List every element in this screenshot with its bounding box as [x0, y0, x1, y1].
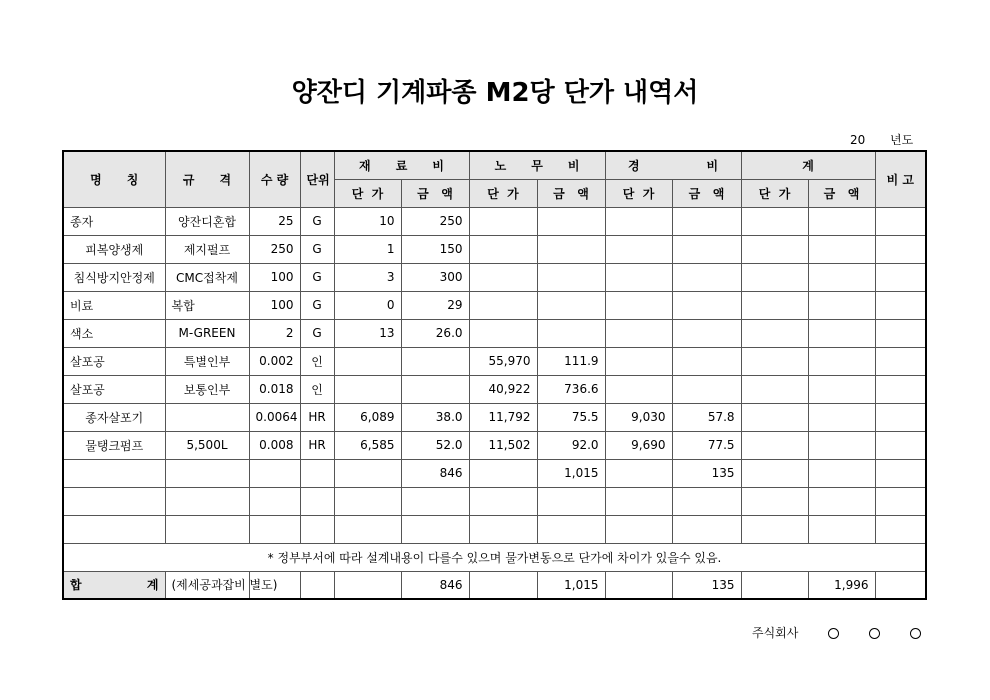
cell-labor-unit-price — [469, 291, 537, 319]
table-body — [63, 207, 926, 543]
cell-spec: 특별인부 — [165, 347, 249, 375]
cell-labor-amount: 1,015 — [537, 459, 605, 487]
table-row — [63, 347, 926, 375]
cell-total-amount — [808, 375, 875, 403]
cell-remark — [875, 403, 926, 431]
company-signature — [752, 624, 921, 641]
cell-total-unit-price — [741, 515, 808, 543]
cell-total-amount — [808, 235, 875, 263]
cell-remark — [875, 515, 926, 543]
header-expense: 경 비 — [605, 151, 741, 179]
header-unit: 단위 — [300, 151, 334, 207]
total-total-unit-price — [741, 571, 808, 599]
cell-remark — [875, 319, 926, 347]
cell-material-unit-price — [334, 375, 401, 403]
header-total-unit-price: 단 가 — [741, 179, 808, 207]
cell-total-amount — [808, 263, 875, 291]
cell-name: 비료 — [63, 291, 165, 319]
cell-unit: 인 — [300, 347, 334, 375]
cell-total-unit-price — [741, 235, 808, 263]
cell-expense-amount — [672, 319, 741, 347]
header-material: 재 료 비 — [334, 151, 469, 179]
cell-expense-unit-price — [605, 235, 672, 263]
header-labor: 노 무 비 — [469, 151, 605, 179]
cell-expense-unit-price — [605, 347, 672, 375]
cell-total-amount — [808, 431, 875, 459]
header-expense-unit-price: 단 가 — [605, 179, 672, 207]
cell-labor-unit-price — [469, 459, 537, 487]
cell-expense-amount: 135 — [672, 459, 741, 487]
cell-name — [63, 515, 165, 543]
cell-material-unit-price: 10 — [334, 207, 401, 235]
cell-expense-unit-price — [605, 515, 672, 543]
cell-labor-unit-price: 40,922 — [469, 375, 537, 403]
cell-labor-unit-price — [469, 515, 537, 543]
cell-name — [63, 487, 165, 515]
total-expense-amount: 135 — [672, 571, 741, 599]
total-total-amount: 1,996 — [808, 571, 875, 599]
cell-spec: 제지펄프 — [165, 235, 249, 263]
cell-expense-amount — [672, 235, 741, 263]
cell-labor-amount: 92.0 — [537, 431, 605, 459]
cell-unit: G — [300, 291, 334, 319]
cell-expense-unit-price — [605, 291, 672, 319]
cell-unit: G — [300, 263, 334, 291]
company-label: 주식회사 — [752, 626, 799, 640]
cell-total-amount — [808, 487, 875, 515]
cell-total-unit-price — [741, 347, 808, 375]
header-total-amount: 금 액 — [808, 179, 875, 207]
cell-remark — [875, 207, 926, 235]
cell-labor-unit-price — [469, 263, 537, 291]
cell-qty — [249, 487, 300, 515]
cell-expense-amount — [672, 263, 741, 291]
table-row — [63, 235, 926, 263]
cell-spec: 5,500L — [165, 431, 249, 459]
cell-labor-amount: 111.9 — [537, 347, 605, 375]
cell-unit: G — [300, 207, 334, 235]
cell-expense-amount — [672, 347, 741, 375]
cell-unit: HR — [300, 403, 334, 431]
cell-remark — [875, 263, 926, 291]
total-spec: (제세공과잡비 별도) — [165, 571, 249, 599]
cell-labor-unit-price: 11,502 — [469, 431, 537, 459]
cell-labor-amount — [537, 515, 605, 543]
cell-name: 침식방지안정제 — [63, 263, 165, 291]
cell-labor-amount: 75.5 — [537, 403, 605, 431]
cell-unit — [300, 487, 334, 515]
cell-name: 색소 — [63, 319, 165, 347]
cell-total-amount — [808, 207, 875, 235]
cell-material-unit-price: 3 — [334, 263, 401, 291]
total-row — [63, 571, 926, 599]
cell-name — [63, 459, 165, 487]
cell-unit: 인 — [300, 375, 334, 403]
total-labor-amount: 1,015 — [537, 571, 605, 599]
cell-name: 피복양생제 — [63, 235, 165, 263]
cell-material-unit-price: 6,585 — [334, 431, 401, 459]
table-footer — [63, 543, 926, 599]
table-row — [63, 487, 926, 515]
total-remark — [875, 571, 926, 599]
circle-mark-2 — [869, 628, 880, 639]
cell-spec: 복합 — [165, 291, 249, 319]
circle-mark-3 — [910, 628, 921, 639]
total-label: 합 계 — [63, 571, 165, 599]
cell-qty: 100 — [249, 291, 300, 319]
document-title: 양잔디 기계파종 M2당 단가 내역서 — [291, 78, 699, 108]
table-row — [63, 291, 926, 319]
cell-labor-unit-price — [469, 487, 537, 515]
cell-remark — [875, 459, 926, 487]
cell-expense-amount: 77.5 — [672, 431, 741, 459]
header-spec: 규 격 — [165, 151, 249, 207]
header-material-unit-price: 단 가 — [334, 179, 401, 207]
cell-total-amount — [808, 459, 875, 487]
cell-expense-unit-price — [605, 487, 672, 515]
cell-expense-unit-price — [605, 319, 672, 347]
cell-material-unit-price: 6,089 — [334, 403, 401, 431]
cell-total-amount — [808, 347, 875, 375]
cell-material-amount: 29 — [401, 291, 469, 319]
circle-mark-1 — [828, 628, 839, 639]
cell-labor-unit-price: 55,970 — [469, 347, 537, 375]
cell-material-amount — [401, 487, 469, 515]
cell-total-unit-price — [741, 263, 808, 291]
cell-qty: 100 — [249, 263, 300, 291]
cell-labor-amount — [537, 263, 605, 291]
cell-expense-unit-price — [605, 263, 672, 291]
total-labor-unit-price — [469, 571, 537, 599]
header-labor-amount: 금 액 — [537, 179, 605, 207]
cell-spec: 보통인부 — [165, 375, 249, 403]
table-row — [63, 375, 926, 403]
table-row — [63, 207, 926, 235]
header-total: 계 — [741, 151, 875, 179]
total-material-unit-price — [334, 571, 401, 599]
cell-unit — [300, 515, 334, 543]
cell-material-amount: 38.0 — [401, 403, 469, 431]
cell-qty: 25 — [249, 207, 300, 235]
cell-material-unit-price: 1 — [334, 235, 401, 263]
year-suffix: 년도 — [890, 133, 914, 147]
cell-labor-unit-price — [469, 319, 537, 347]
cell-remark — [875, 487, 926, 515]
cell-material-unit-price — [334, 347, 401, 375]
cell-expense-amount — [672, 487, 741, 515]
cell-qty — [249, 459, 300, 487]
header-labor-unit-price: 단 가 — [469, 179, 537, 207]
cell-name: 종자살포기 — [63, 403, 165, 431]
cell-total-unit-price — [741, 487, 808, 515]
cell-expense-amount — [672, 291, 741, 319]
cell-material-amount: 150 — [401, 235, 469, 263]
cell-material-amount: 26.0 — [401, 319, 469, 347]
header-material-amount: 금 액 — [401, 179, 469, 207]
cell-spec — [165, 459, 249, 487]
cell-material-amount — [401, 375, 469, 403]
table-row — [63, 319, 926, 347]
cell-remark — [875, 347, 926, 375]
cell-spec — [165, 403, 249, 431]
cell-material-unit-price: 13 — [334, 319, 401, 347]
cell-expense-unit-price — [605, 375, 672, 403]
cell-unit — [300, 459, 334, 487]
cell-material-amount: 250 — [401, 207, 469, 235]
cell-total-unit-price — [741, 459, 808, 487]
table-row — [63, 263, 926, 291]
cell-remark — [875, 235, 926, 263]
cell-material-unit-price: 0 — [334, 291, 401, 319]
header-qty: 수 량 — [249, 151, 300, 207]
cell-material-amount — [401, 347, 469, 375]
cell-material-amount — [401, 515, 469, 543]
table-row — [63, 403, 926, 431]
cell-expense-unit-price: 9,690 — [605, 431, 672, 459]
cell-total-unit-price — [741, 431, 808, 459]
header-expense-amount: 금 액 — [672, 179, 741, 207]
unit-price-table — [62, 150, 927, 600]
cell-qty: 2 — [249, 319, 300, 347]
cell-expense-amount — [672, 207, 741, 235]
cell-spec — [165, 515, 249, 543]
cell-qty: 0.018 — [249, 375, 300, 403]
cell-material-amount: 300 — [401, 263, 469, 291]
cell-qty: 0.0064 — [249, 403, 300, 431]
cell-labor-amount — [537, 319, 605, 347]
cell-qty: 0.002 — [249, 347, 300, 375]
cell-expense-unit-price: 9,030 — [605, 403, 672, 431]
year-number: 20 — [850, 133, 866, 147]
cell-qty: 0.008 — [249, 431, 300, 459]
table-row — [63, 431, 926, 459]
cell-total-unit-price — [741, 403, 808, 431]
cell-remark — [875, 375, 926, 403]
cell-name: 살포공 — [63, 375, 165, 403]
cell-spec: 양잔디혼합 — [165, 207, 249, 235]
cell-material-amount: 846 — [401, 459, 469, 487]
cell-material-unit-price — [334, 487, 401, 515]
cell-total-unit-price — [741, 319, 808, 347]
cell-labor-unit-price — [469, 235, 537, 263]
cell-total-amount — [808, 403, 875, 431]
table-header — [63, 151, 926, 207]
cell-labor-amount: 736.6 — [537, 375, 605, 403]
cell-remark — [875, 291, 926, 319]
cell-expense-amount: 57.8 — [672, 403, 741, 431]
note-text: * 정부부서에 따라 설계내용이 다를수 있으며 물가변동으로 단가에 차이가 있을수 있음. — [63, 543, 926, 571]
cell-labor-amount — [537, 235, 605, 263]
cell-name: 물탱크펌프 — [63, 431, 165, 459]
header-remark: 비 고 — [875, 151, 926, 207]
cell-expense-amount — [672, 375, 741, 403]
cell-total-unit-price — [741, 207, 808, 235]
cell-total-amount — [808, 319, 875, 347]
cell-labor-amount — [537, 291, 605, 319]
cell-qty — [249, 515, 300, 543]
cell-expense-unit-price — [605, 459, 672, 487]
table-row — [63, 459, 926, 487]
cell-remark — [875, 431, 926, 459]
cell-unit: G — [300, 235, 334, 263]
total-expense-unit-price — [605, 571, 672, 599]
cell-name: 살포공 — [63, 347, 165, 375]
cell-material-amount: 52.0 — [401, 431, 469, 459]
cell-expense-unit-price — [605, 207, 672, 235]
cell-labor-unit-price: 11,792 — [469, 403, 537, 431]
cell-total-unit-price — [741, 291, 808, 319]
table-row — [63, 515, 926, 543]
cell-spec: CMC접착제 — [165, 263, 249, 291]
cell-labor-unit-price — [469, 207, 537, 235]
cell-material-unit-price — [334, 515, 401, 543]
cell-labor-amount — [537, 207, 605, 235]
cell-spec — [165, 487, 249, 515]
year-field — [850, 131, 913, 148]
cell-material-unit-price — [334, 459, 401, 487]
header-name: 명 칭 — [63, 151, 165, 207]
cell-unit: HR — [300, 431, 334, 459]
cell-spec: M-GREEN — [165, 319, 249, 347]
cell-qty: 250 — [249, 235, 300, 263]
cell-total-amount — [808, 515, 875, 543]
total-unit — [300, 571, 334, 599]
total-material-amount: 846 — [401, 571, 469, 599]
cell-expense-amount — [672, 515, 741, 543]
cell-name: 종자 — [63, 207, 165, 235]
cell-unit: G — [300, 319, 334, 347]
cell-total-amount — [808, 291, 875, 319]
cell-labor-amount — [537, 487, 605, 515]
cell-total-unit-price — [741, 375, 808, 403]
